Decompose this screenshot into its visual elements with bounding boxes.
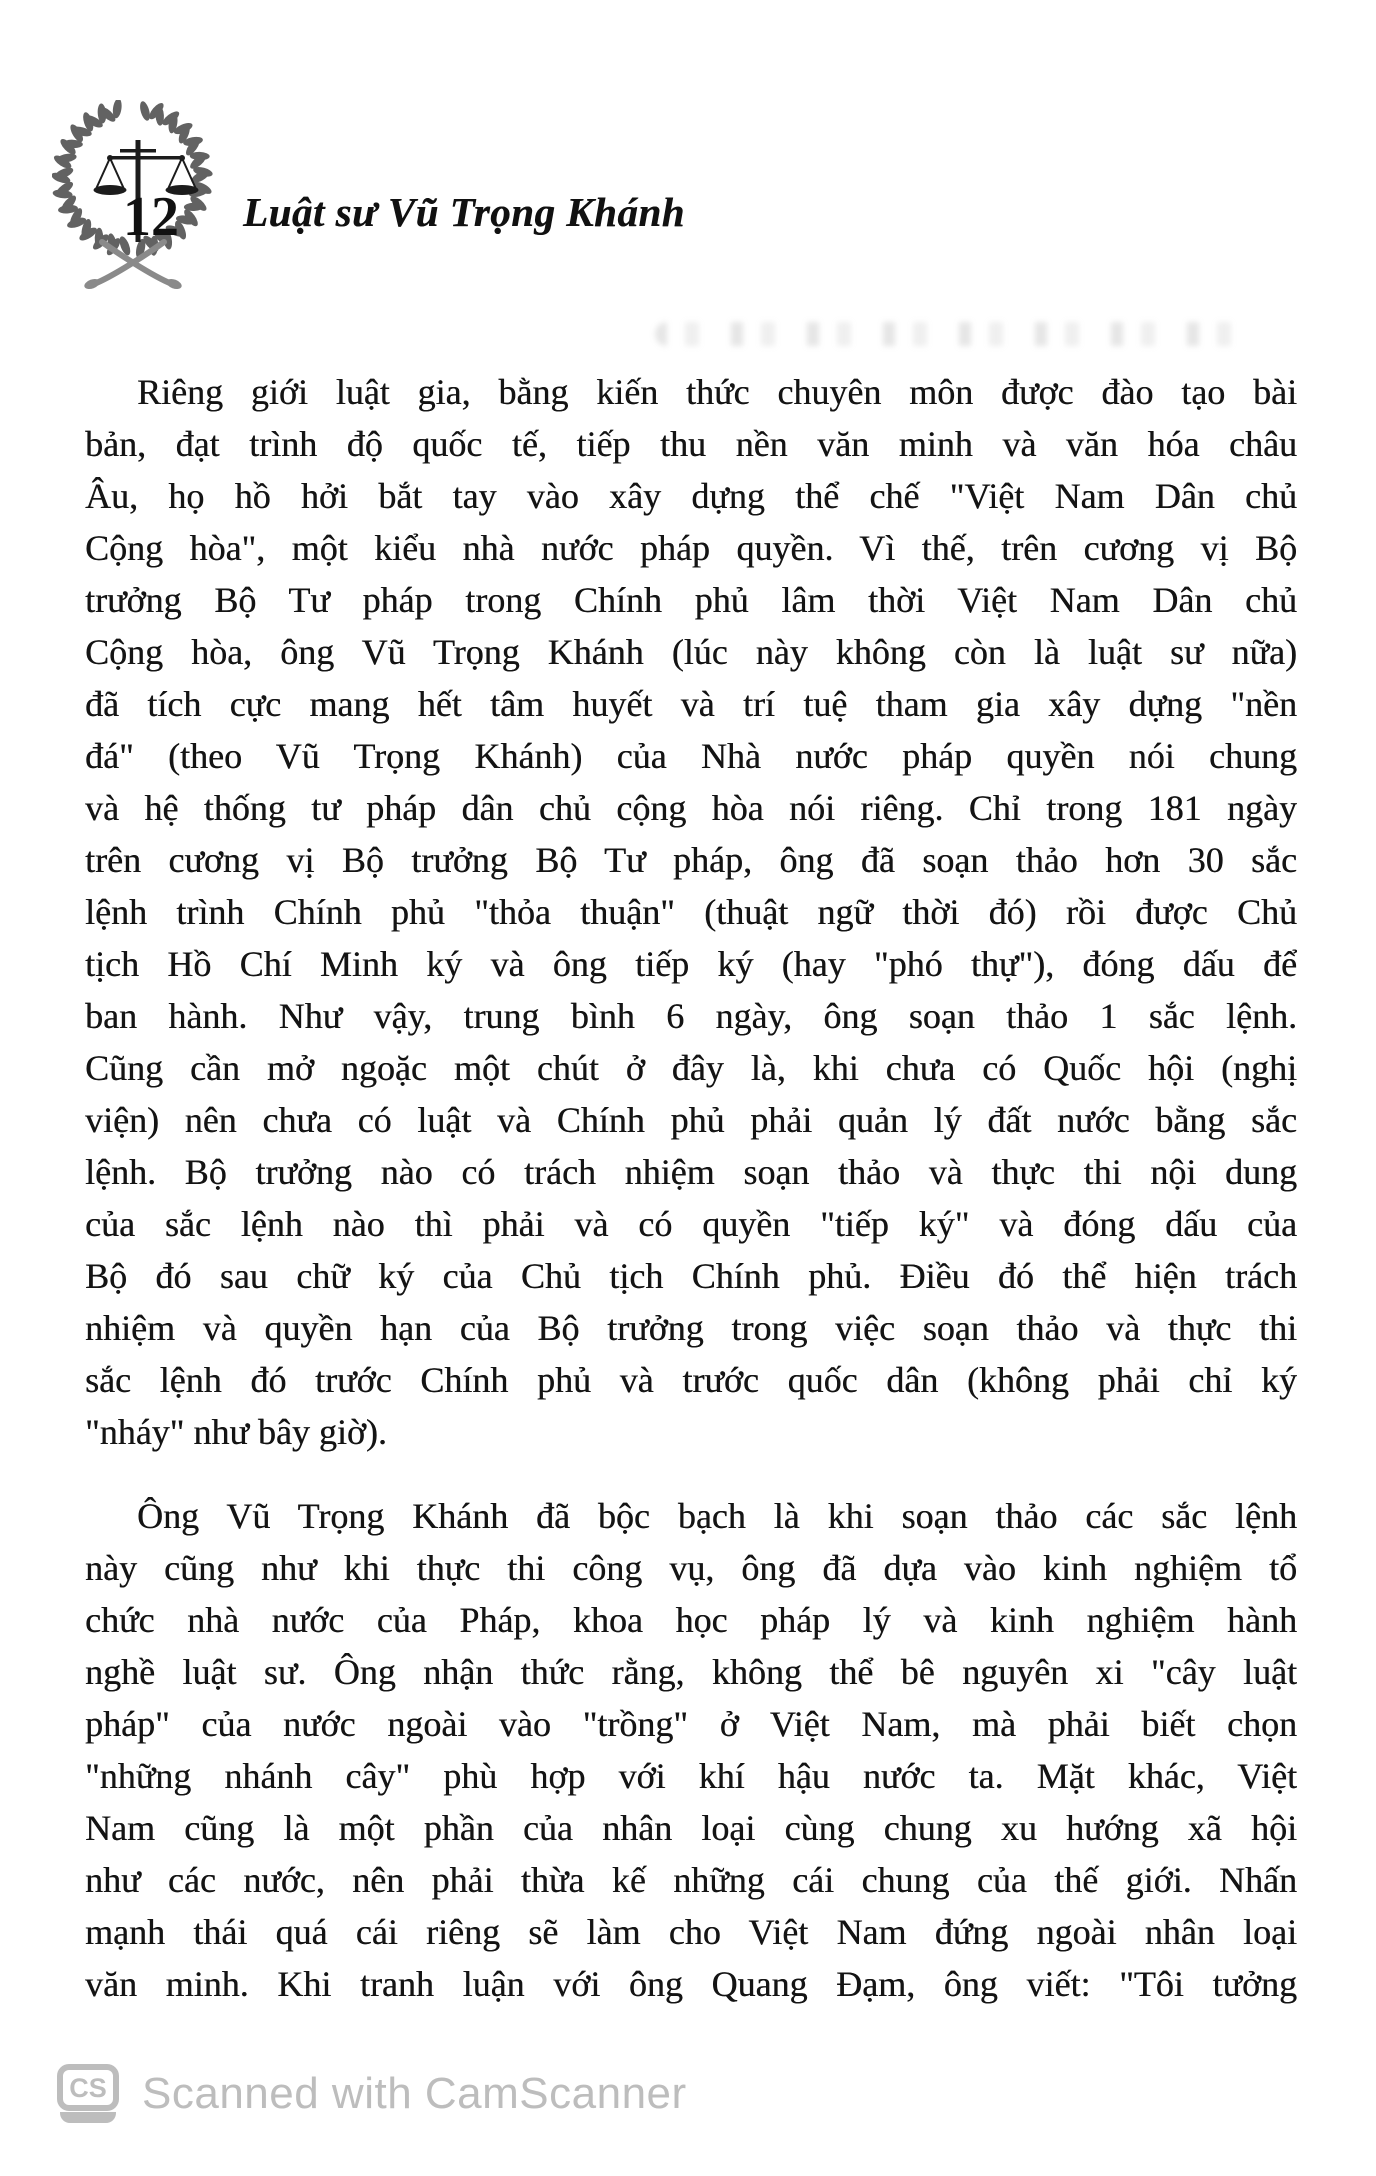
- justice-scales-wreath-logo: [52, 100, 216, 300]
- scan-artifact-smudge: [655, 322, 1255, 346]
- wreath-crossed-stems: [83, 242, 183, 291]
- running-header-author: Luật sư Vũ Trọng Khánh: [243, 189, 685, 235]
- text-line: Nam cũng là một phần của nhân loại cùng chung xu hướng xã hội: [85, 1808, 1297, 1848]
- text-line: lệnh. Bộ trưởng nào có trách nhiệm soạn thảo và thực thi nội dung: [85, 1152, 1297, 1192]
- text-line: mạnh thái quá cái riêng sẽ làm cho Việt Nam đứng ngoài nhân loại: [85, 1912, 1297, 1952]
- camscanner-logo-icon: [56, 2064, 120, 2124]
- text-line: nghề luật sư. Ông nhận thức rằng, không thể bê nguyên xi "cây luật: [85, 1652, 1297, 1692]
- body-text: [85, 366, 1297, 2010]
- camscanner-watermark: [56, 2062, 687, 2126]
- text-line: đã tích cực mang hết tâm huyết và trí tuệ tham gia xây dựng "nền: [85, 684, 1297, 724]
- text-line: đá" (theo Vũ Trọng Khánh) của Nhà nước pháp quyền nói chung: [85, 736, 1297, 776]
- text-line: viện) nên chưa có luật và Chính phủ phải quản lý đất nước bằng sắc: [85, 1100, 1297, 1140]
- text-line: ban hành. Như vậy, trung bình 6 ngày, ông soạn thảo 1 sắc lệnh.: [85, 996, 1297, 1036]
- text-line: tịch Hồ Chí Minh ký và ông tiếp ký (hay "phó thự"), đóng dấu để: [85, 944, 1297, 984]
- text-line: trên cương vị Bộ trưởng Bộ Tư pháp, ông đã soạn thảo hơn 30 sắc: [85, 840, 1297, 880]
- text-line: Ông Vũ Trọng Khánh đã bộc bạch là khi soạn thảo các sắc lệnh: [137, 1496, 1297, 1536]
- camscanner-logo-initials: CS: [69, 2073, 107, 2103]
- text-line: Bộ đó sau chữ ký của Chủ tịch Chính phủ. Điều đó thể hiện trách: [85, 1256, 1297, 1296]
- text-line: "nháy" như bây giờ).: [85, 1412, 387, 1452]
- text-line: như các nước, nên phải thừa kế những cái chung của thế giới. Nhấn: [85, 1860, 1297, 1900]
- text-line: này cũng như khi thực thi công vụ, ông đã dựa vào kinh nghiệm tổ: [85, 1548, 1297, 1588]
- text-line: pháp" của nước ngoài vào "trồng" ở Việt Nam, mà phải biết chọn: [85, 1704, 1297, 1744]
- text-line: của sắc lệnh nào thì phải và có quyền "tiếp ký" và đóng dấu của: [85, 1204, 1297, 1244]
- text-line: trưởng Bộ Tư pháp trong Chính phủ lâm thời Việt Nam Dân chủ: [85, 580, 1297, 620]
- text-line: "những nhánh cây" phù hợp với khí hậu nước ta. Mặt khác, Việt: [85, 1756, 1297, 1796]
- text-line: chức nhà nước của Pháp, khoa học pháp lý và kinh nghiệm hành: [85, 1600, 1297, 1640]
- text-line: sắc lệnh đó trước Chính phủ và trước quốc dân (không phải chỉ ký: [85, 1360, 1297, 1400]
- text-line: Cộng hòa", một kiểu nhà nước pháp quyền. Vì thế, trên cương vị Bộ: [85, 528, 1297, 568]
- text-line: Âu, họ hồ hởi bắt tay vào xây dựng thể chế "Việt Nam Dân chủ: [85, 476, 1297, 516]
- camscanner-watermark-text: Scanned with CamScanner: [142, 2069, 687, 2118]
- text-line: nhiệm và quyền hạn của Bộ trưởng trong việc soạn thảo và thực thi: [85, 1308, 1297, 1348]
- text-line: lệnh trình Chính phủ "thỏa thuận" (thuật ngữ thời đó) rồi được Chủ: [85, 892, 1297, 932]
- text-line: Cũng cần mở ngoặc một chút ở đây là, khi chưa có Quốc hội (nghị: [85, 1048, 1297, 1088]
- text-line: văn minh. Khi tranh luận với ông Quang Đạm, ông viết: "Tôi tưởng: [85, 1964, 1297, 2004]
- text-line: Riêng giới luật gia, bằng kiến thức chuyên môn được đào tạo bài: [137, 372, 1297, 412]
- paragraph-2: [85, 1490, 1297, 2010]
- page-number: 12: [123, 186, 179, 248]
- text-line: và hệ thống tư pháp dân chủ cộng hòa nói riêng. Chỉ trong 181 ngày: [85, 788, 1297, 828]
- paragraph-1: [85, 366, 1297, 1458]
- text-line: Cộng hòa, ông Vũ Trọng Khánh (lúc này không còn là luật sư nữa): [85, 632, 1297, 672]
- text-line: bản, đạt trình độ quốc tế, tiếp thu nền văn minh và văn hóa châu: [85, 424, 1297, 464]
